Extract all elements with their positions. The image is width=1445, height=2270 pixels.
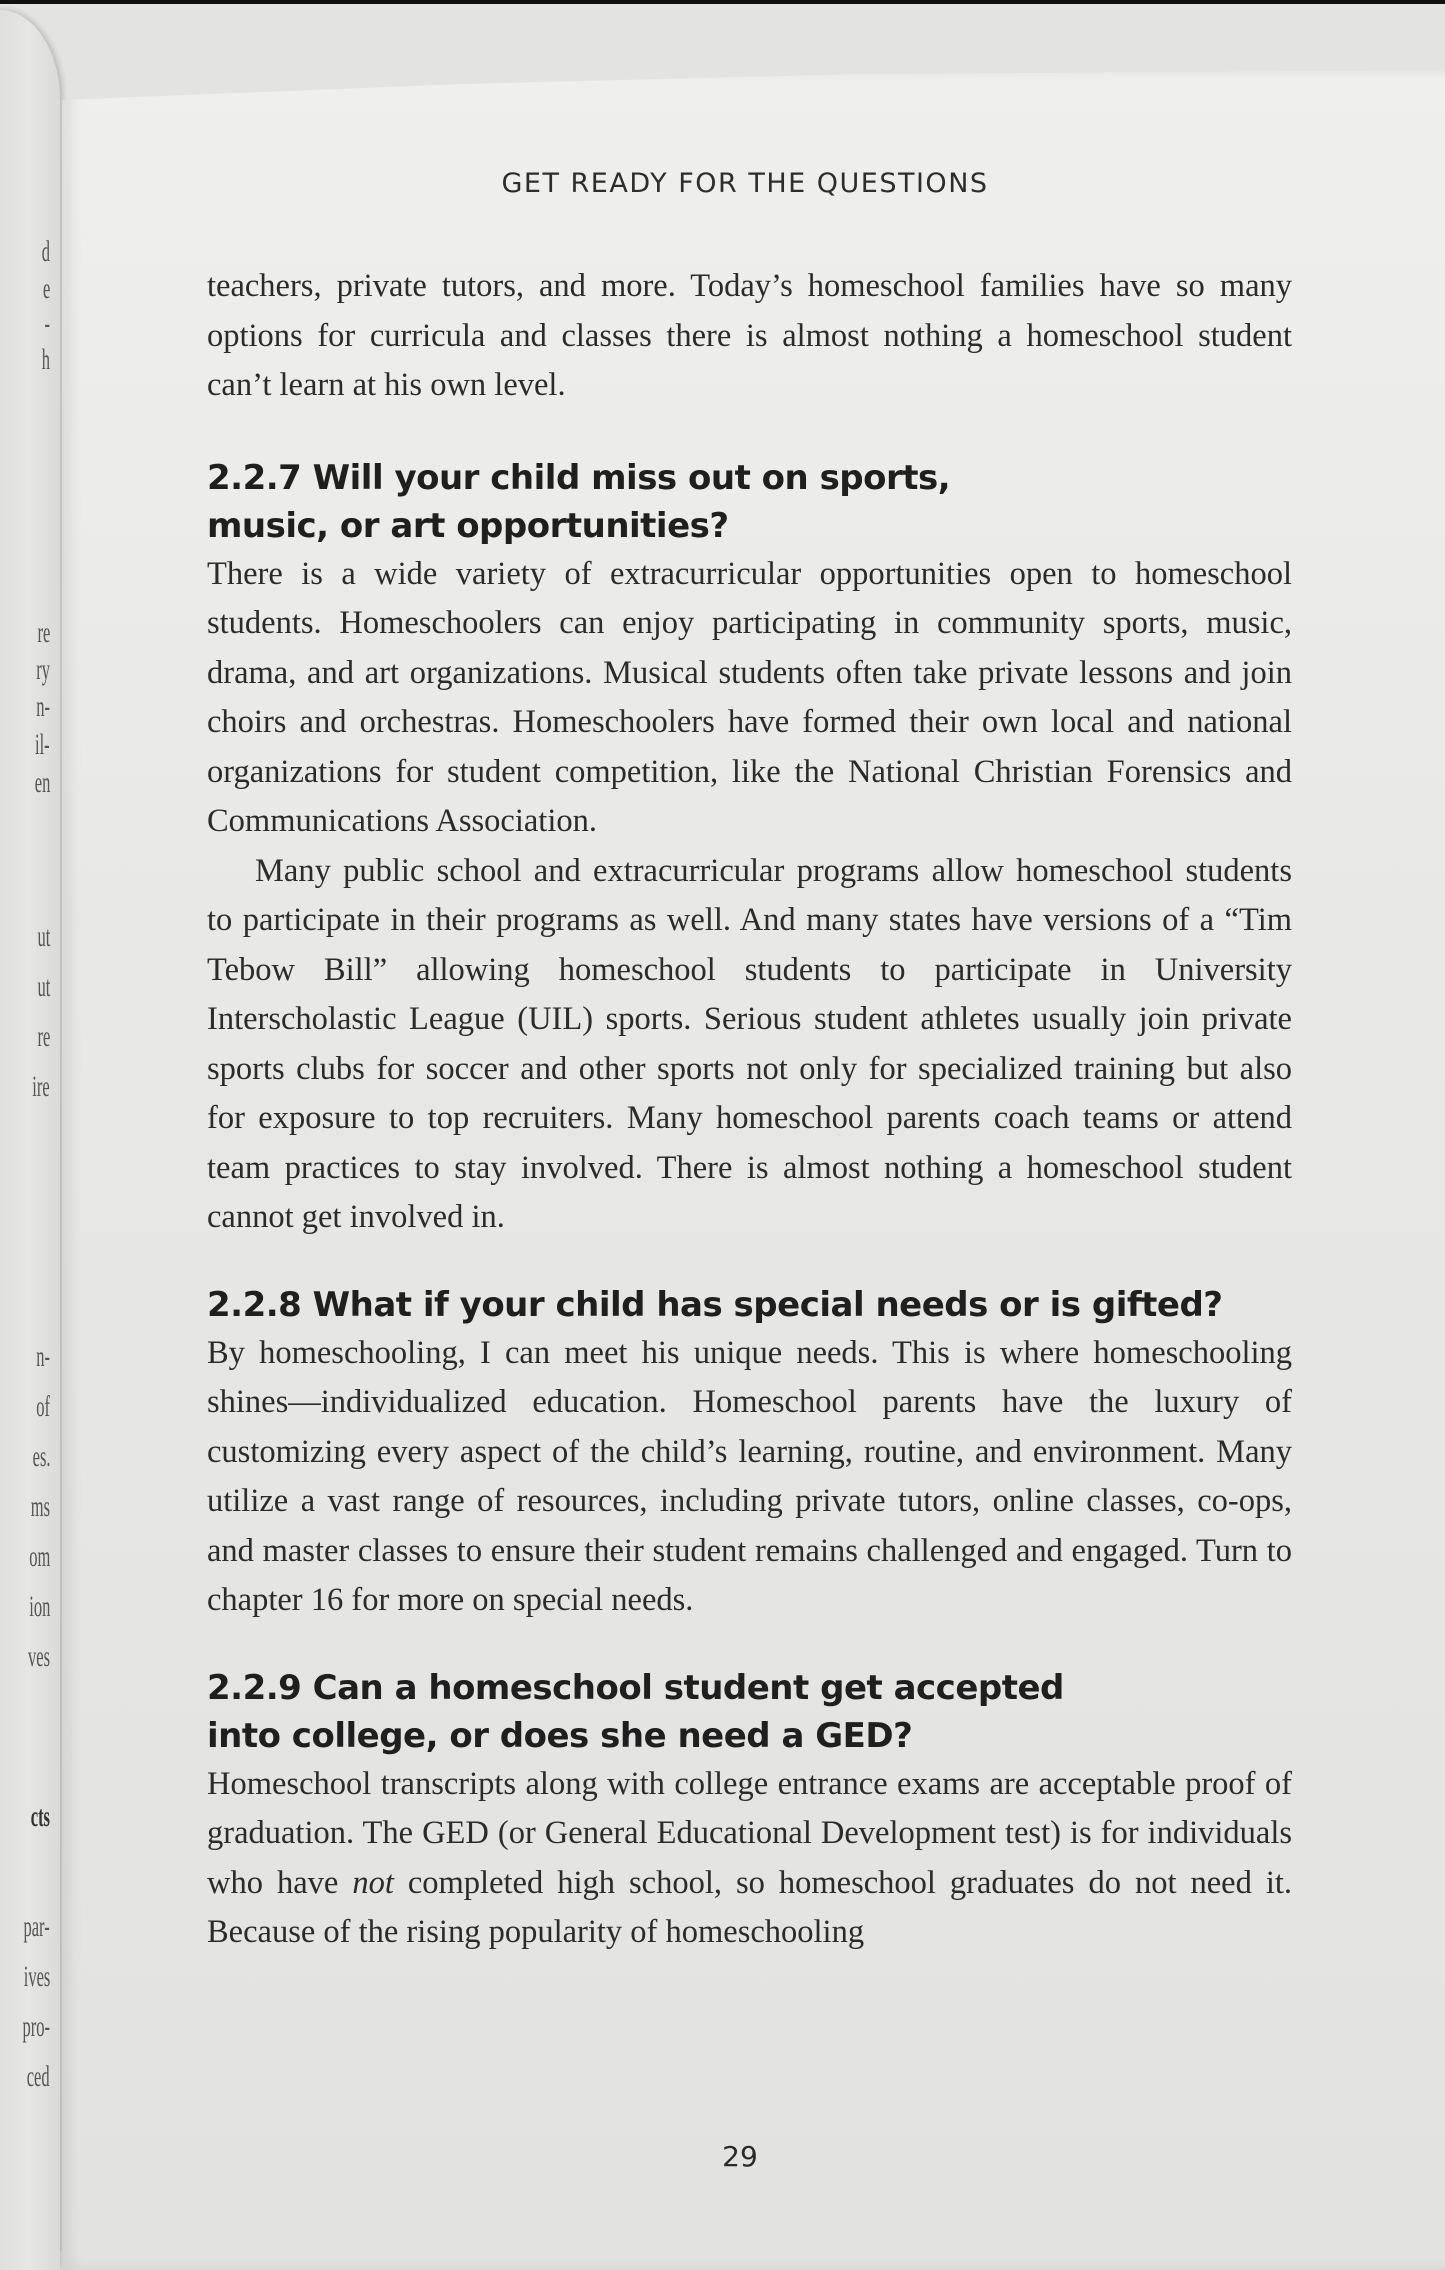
left-fragment: es. <box>32 1440 50 1473</box>
section-heading <box>207 1664 1292 1760</box>
left-fragment: ut <box>37 970 50 1003</box>
left-fragment: re <box>37 616 50 649</box>
left-fragment: ves <box>28 1640 50 1673</box>
left-fragment: om <box>28 1540 50 1573</box>
left-fragment: d <box>41 235 50 268</box>
paragraph <box>207 1760 1292 1958</box>
left-fragment: en <box>34 766 50 799</box>
page-number: 29 <box>722 2140 758 2173</box>
text-run: completed high school, so homeschool graduates do not need it. Because of the rising popularity of homeschooling <box>207 1864 1292 1950</box>
running-head: GET READY FOR THE QUESTIONS <box>501 168 989 199</box>
continuation-paragraph: teachers, private tutors, and more. Today’s homeschool families have so many options for curricula and classes there is almost nothing a homeschool student can’t learn at his own level. <box>207 268 1292 403</box>
section-2-2-8 <box>207 1281 1292 1626</box>
left-fragment: ced <box>27 2060 50 2093</box>
left-fragment: ut <box>37 920 50 953</box>
left-fragment: ives <box>23 1960 50 1993</box>
left-fragment: e <box>42 272 50 305</box>
left-fragment: h <box>41 343 50 376</box>
left-fragment: par- <box>23 1910 50 1943</box>
section-2-2-9 <box>207 1664 1292 1958</box>
left-fragment: ms <box>30 1490 50 1523</box>
heading-line: 2.2.7 Will your child miss out on sports, <box>207 457 951 498</box>
section-heading <box>207 454 1292 550</box>
emphasis-text: not <box>352 1864 394 1901</box>
paragraph: Many public school and extracurricular programs allow homeschool students to participate in their programs as well. And many states have versions of a “Tim Tebow Bill” allowing homeschool students to participate in University Interscholastic League (UIL) sports. Serious student athletes usually join private sports clubs for soccer and other sports not only for specialized training but also for exposure to top recruiters. Many homeschool parents coach teams or attend team practices to stay involved. There is almost nothing a homeschool student cannot get involved in. <box>207 852 1292 1235</box>
left-fragment: pro- <box>22 2010 50 2043</box>
left-fragment: re <box>37 1020 50 1053</box>
left-fragment: n- <box>36 1340 50 1373</box>
heading-line: into college, or does she need a GED? <box>207 1715 913 1756</box>
heading-line: music, or art opportunities? <box>207 505 729 546</box>
left-fragment: ry <box>36 653 50 686</box>
paragraph: There is a wide variety of extracurricular opportunities open to homeschool students. Homeschoolers can enjoy participating in community sports, music, drama, and art organizations. Musical students often take private lessons and join choirs and orchestras. Homeschoolers have formed their own local and national organizations for student competition, like the National Christian Forensics and Communications Association. <box>207 555 1292 839</box>
left-fragment: n- <box>36 690 50 723</box>
left-fragment: - <box>44 307 50 340</box>
section-2-2-7 <box>207 454 1292 1243</box>
left-fragment: il- <box>35 728 50 761</box>
page-content <box>207 262 1292 1958</box>
left-fragment: ion <box>28 1590 50 1623</box>
section-heading: 2.2.8 What if your child has special needs or is gifted? <box>207 1284 1223 1325</box>
text-run: Homeschool transcripts along with college entrance exams are acceptable proof of graduation. The GED (or General Educational Development test) is for individuals who have <box>207 1765 1292 1901</box>
left-fragment-heading: cts <box>30 1800 50 1833</box>
previous-page-edge <box>0 10 60 2270</box>
heading-line: 2.2.9 Can a homeschool student get accepted <box>207 1667 1064 1708</box>
paragraph: By homeschooling, I can meet his unique needs. This is where homeschooling shines—individualized education. Homeschool parents have the luxury of customizing every aspect of the child’s learning, routine, and environment. Many utilize a vast range of resources, including private tutors, online classes, co-ops, and master classes to ensure their student remains challenged and engaged. Turn to chapter 16 for more on special needs. <box>207 1334 1292 1618</box>
left-fragment: of <box>36 1390 50 1423</box>
left-fragment: ire <box>32 1070 50 1103</box>
